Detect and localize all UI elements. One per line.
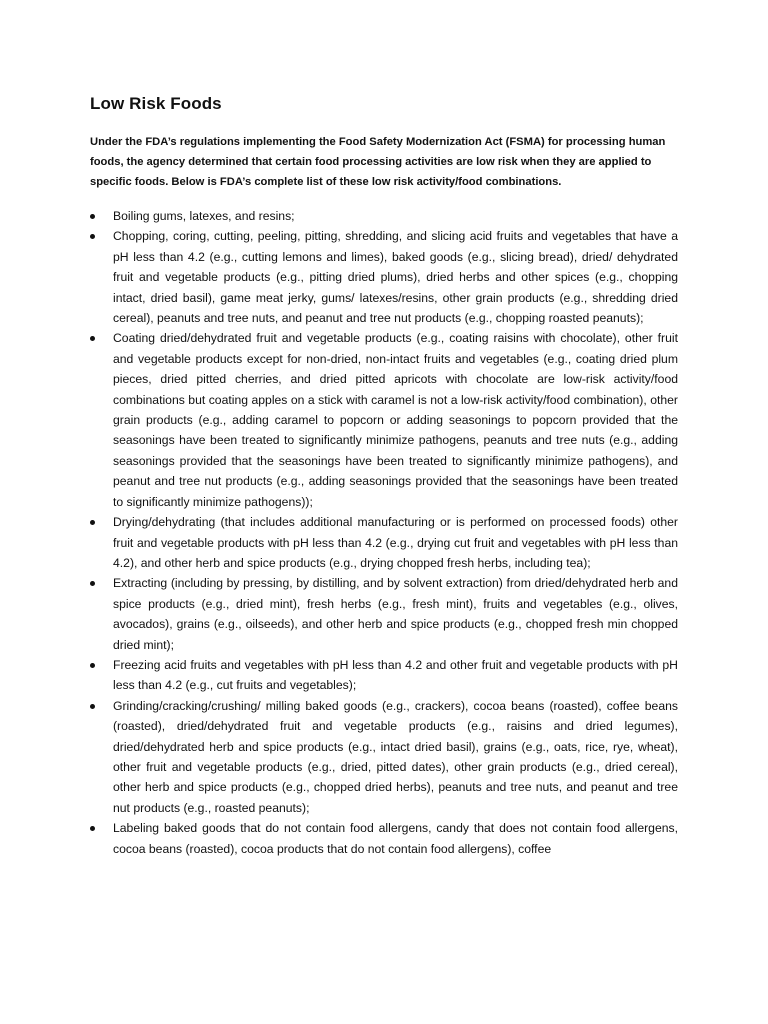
list-item-text: Labeling baked goods that do not contain food allergens, candy that does not contain food allergens, cocoa beans (roasted), cocoa products that do not contain food allergens), coffee (113, 821, 678, 856)
list-item-text: Boiling gums, latexes, and resins; (113, 209, 295, 223)
list-item (90, 573, 678, 655)
bullet-icon (90, 663, 95, 668)
bullet-icon (90, 520, 95, 525)
bullet-icon (90, 214, 95, 219)
list-item-text: Grinding/cracking/crushing/ milling baked goods (e.g., crackers), cocoa beans (roasted), coffee beans (roasted), dried/dehydrated fruit and vegetable products (e.g., raisins and dried legumes), dried/dehydrated herb and spice products (e.g., intact dried basil), grains (e.g., oats, rice, rye, wheat), other fruit and vegetable products (e.g., dried, pitted dates), other grain products (e.g., dried cereal), other herb and spice products (e.g., chopped dried herbs), peanuts and tree nuts, and peanut and tree nut products (e.g., roasted peanuts); (113, 698, 678, 815)
list-item (90, 655, 678, 696)
low-risk-activity-list (90, 206, 678, 859)
list-item (90, 226, 678, 328)
bullet-icon (90, 234, 95, 239)
intro-paragraph: Under the FDA’s regulations implementing the Food Safety Modernization Act (FSMA) for processing human foods, the agency determined that certain food processing activities are low risk when they are applied to specific foods. Below is FDA’s complete list of these low risk activity/food combinations. (90, 136, 666, 188)
list-item-text: Chopping, coring, cutting, peeling, pitting, shredding, and slicing acid fruits and vegetables that have a pH less than 4.2 (e.g., cutting lemons and limes), baked goods (e.g., slicing bread), dried/ dehydrated fruit and vegetable products (e.g., pitting dried plums), dried herbs and other spices (e.g., chopping intact, dried basil), game meat jerky, gums/ latexes/resins, other grain products (e.g., shredding dried cereal), peanuts and tree nuts, and peanut and tree nut products (e.g., chopping roasted peanuts); (113, 229, 678, 326)
list-item-text: Drying/dehydrating (that includes additional manufacturing or is performed on processed foods) other fruit and vegetable products with pH less than 4.2 (e.g., drying cut fruit and vegetables with pH less than 4.2), and other herb and spice products (e.g., drying chopped fresh herbs, including tea); (113, 515, 678, 570)
page-title: Low Risk Foods (90, 94, 222, 113)
list-item (90, 206, 678, 226)
document-page (90, 94, 678, 859)
bullet-icon (90, 704, 95, 709)
list-item (90, 696, 678, 818)
bullet-icon (90, 336, 95, 341)
bullet-icon (90, 826, 95, 831)
list-item (90, 818, 678, 859)
list-item-text: Freezing acid fruits and vegetables with pH less than 4.2 and other fruit and vegetable products with pH less than 4.2 (e.g., cut fruits and vegetables); (113, 657, 678, 693)
list-item-text: Extracting (including by pressing, by distilling, and by solvent extraction) from dried/dehydrated herb and spice products (e.g., dried mint), fresh herbs (e.g., fresh mint), fruits and vegetables (e.g., olives, avocados), grains (e.g., oilseeds), and other herb and spice products (e.g., chopped fresh min chopped dried mint); (113, 576, 678, 652)
list-item (90, 328, 678, 512)
bullet-icon (90, 581, 95, 586)
list-item-text: Coating dried/dehydrated fruit and vegetable products (e.g., coating raisins with chocolate), other fruit and vegetable products except for non-dried, non-intact fruits and vegetables (e.g., coating dried plum pieces, dried pitted cherries, and dried pitted apricots with chocolate are low-risk activity/food combinations but coating apples on a stick with caramel is not a low-risk activity/food combination), other grain products (e.g., adding caramel to popcorn or adding seasonings to popcorn provided that the seasonings have been treated to significantly minimize pathogens, peanuts and tree nuts (e.g., adding seasonings provided that the seasonings have been treated to significantly minimize pathogens), and peanut and tree nut products (e.g., adding seasonings provided that the seasonings have been treated to significantly minimize pathogens)); (113, 331, 678, 509)
list-item (90, 512, 678, 573)
